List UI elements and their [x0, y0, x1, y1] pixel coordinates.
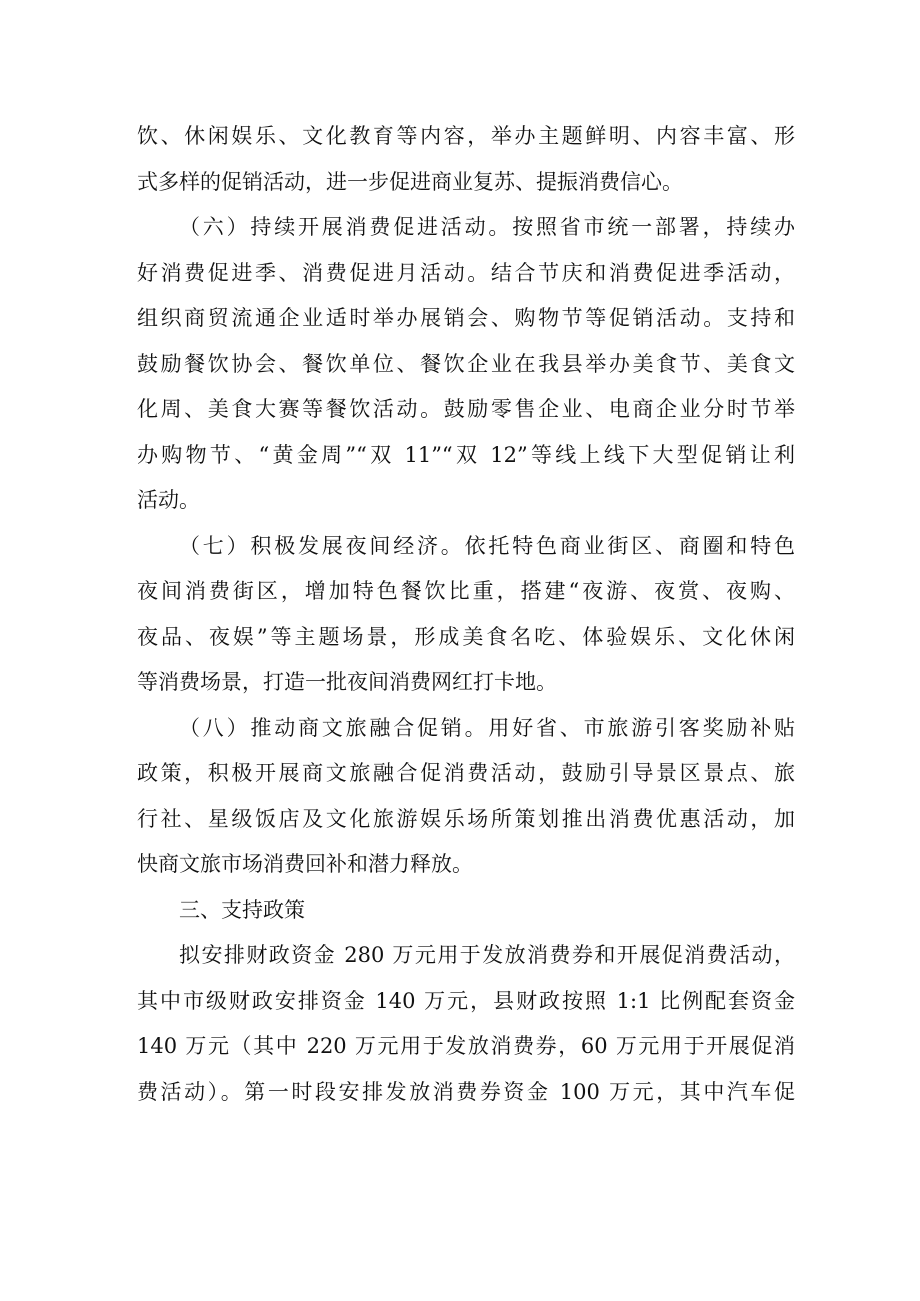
text-line: 好消费促进季、消费促进月活动。结合节庆和消费促进季活动，: [137, 260, 795, 285]
text-line: 等消费场景，打造一批夜间消费网红打卡地。: [137, 670, 557, 694]
text-line: 拟安排财政资金 280 万元用于发放消费券和开展促消费活动，: [179, 943, 795, 967]
section-heading-7: （七）积极发展夜间经济。依托特色商业街区、商圈和特色: [179, 533, 795, 558]
document-body: [137, 114, 795, 1115]
section-heading-8: （八）推动商文旅融合促销。用好省、市旅游引客奖励补贴: [179, 715, 795, 740]
text-line: 夜间消费街区，增加特色餐饮比重，搭建“夜游、夜赏、夜购、: [137, 579, 795, 603]
text-line: 式多样的促销活动，进一步促进商业复苏、提振消费信心。: [137, 169, 683, 194]
text-line: 鼓励餐饮协会、餐饮单位、餐饮企业在我县举办美食节、美食文: [137, 351, 795, 376]
text-line: 活动。: [137, 488, 200, 512]
text-line: 其中市级财政安排资金 140 万元，县财政按照 1:1 比例配套资金: [137, 988, 795, 1013]
text-line: 办购物节、“黄金周”“双 11”“双 12”等线上线下大型促销让利: [137, 442, 795, 467]
text-line: 费活动）。第一时段安排发放消费券资金 100 万元，其中汽车促: [137, 1079, 795, 1104]
chapter-heading: 三、支持政策: [179, 897, 305, 922]
text-line: 夜品、夜娱”等主题场景，形成美食名吃、体验娱乐、文化休闲: [137, 624, 795, 649]
section-heading-6: （六）持续开展消费促进活动。按照省市统一部署，持续办: [179, 215, 795, 239]
text-line: 化周、美食大赛等餐饮活动。鼓励零售企业、电商企业分时节举: [137, 397, 795, 421]
text-line: 行社、星级饭店及文化旅游娱乐场所策划推出消费优惠活动，加: [137, 806, 795, 831]
text-line: 快商文旅市场消费回补和潜力释放。: [137, 852, 473, 876]
text-line: 政策，积极开展商文旅融合促消费活动，鼓励引导景区景点、旅: [137, 761, 795, 785]
text-line: 饮、休闲娱乐、文化教育等内容，举办主题鲜明、内容丰富、形: [137, 124, 795, 148]
text-line: 组织商贸流通企业适时举办展销会、购物节等促销活动。支持和: [137, 306, 795, 330]
text-line: 140 万元（其中 220 万元用于发放消费券，60 万元用于开展促消: [137, 1034, 795, 1058]
